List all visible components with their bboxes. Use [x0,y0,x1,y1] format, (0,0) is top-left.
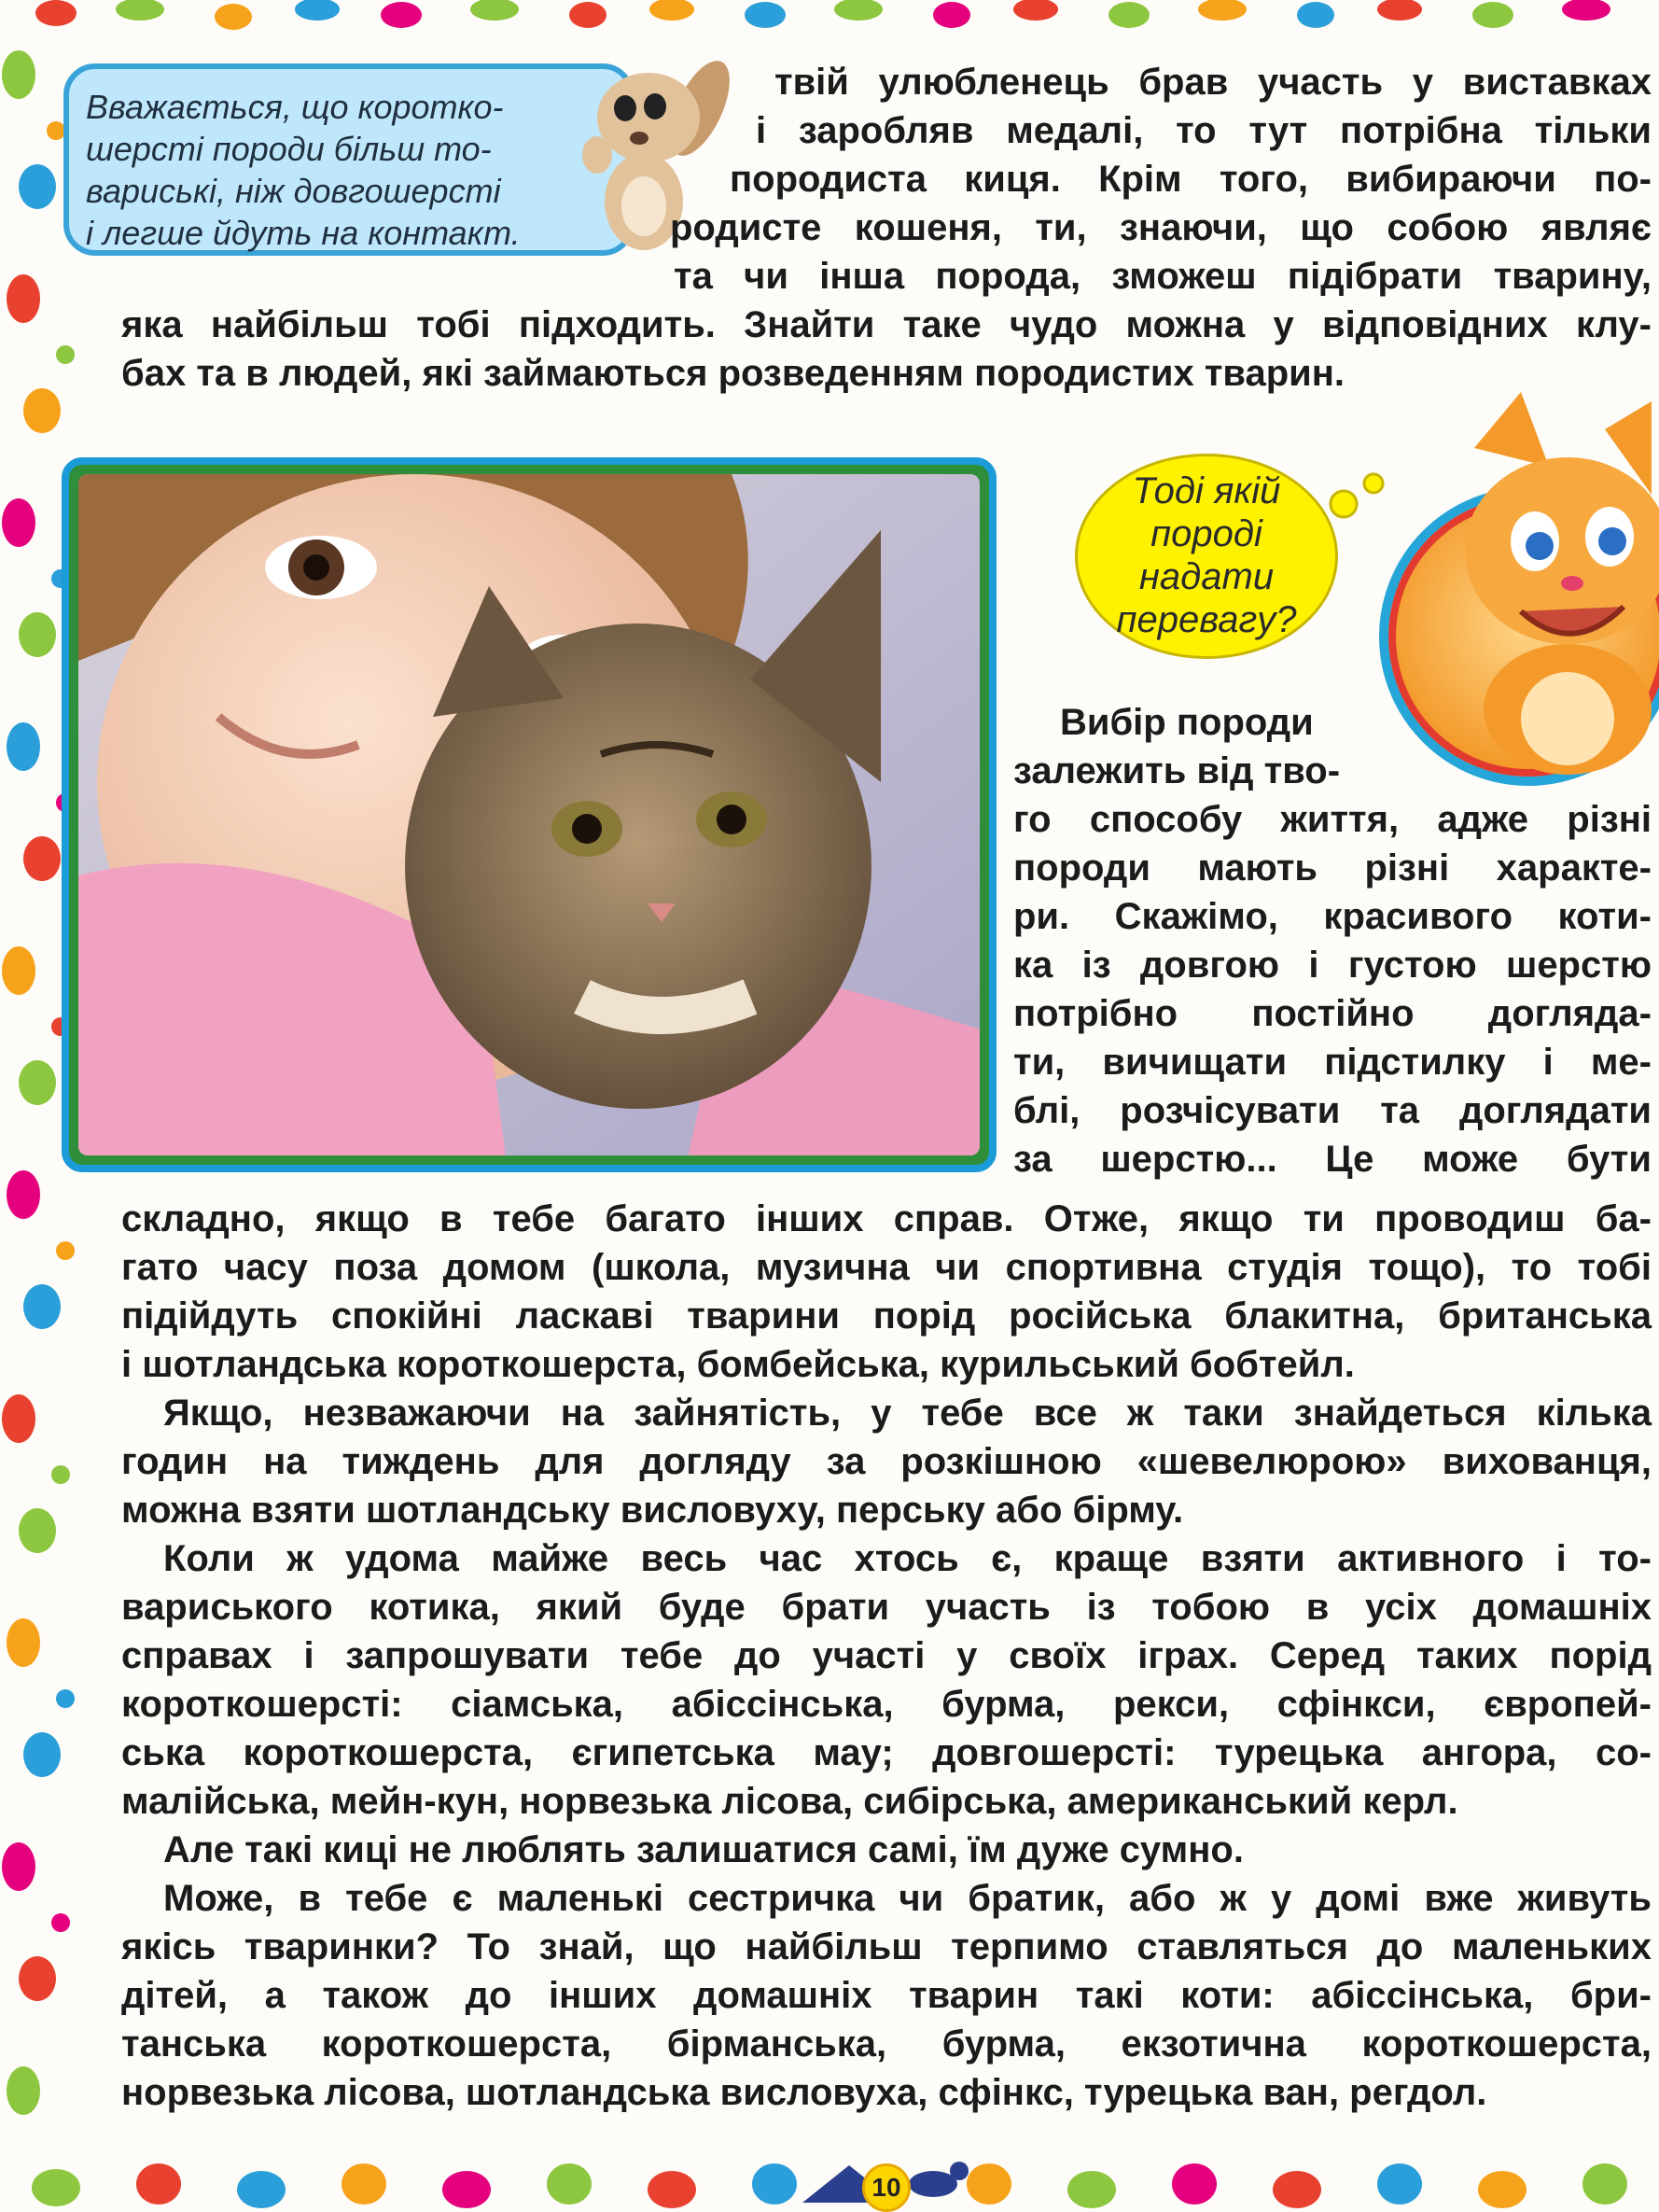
text-line: норвезька лісова, шотландська висловуха, сфінкс, турецька ван, регдол. [121,2072,1487,2113]
text-line: ська короткошерста, єгипетська мау; довгошерсті: турецька ангора, со- [121,1732,1652,1773]
text-line: твій улюбленець брав участь у виставках [774,62,1652,103]
text-line: короткошерсті: сіамська, абіссінська, бурма, рекси, сфінкси, європей- [121,1684,1652,1725]
bubble-line: надати [1138,556,1275,597]
text-line: Може, в тебе є маленькі сестричка чи братик, або ж у домі вже живуть [163,1878,1652,1919]
side-paragraph [1013,698,1652,1183]
text-line: залежить від тво- [1013,750,1341,791]
main-text [121,1195,1652,2117]
tip-line: шерсті породи більш то- [86,130,492,168]
text-line: гато часу поза домом (школа, музична чи спортивна студія тощо), то тобі [121,1247,1652,1288]
girl-with-kitten-image-icon [78,474,980,1155]
text-line: го способу життя, адже різні [1013,799,1652,840]
top-paragraph [0,58,1652,398]
text-line: вариського котика, який буде брати участь із тобою в усіх домашніх [121,1587,1652,1628]
text-line: родисте кошеня, ти, знаючи, що собою являє [670,207,1652,248]
text-line: ри. Скажімо, красивого коти- [1013,896,1652,937]
text-line: ка із довгою і густою шерстю [1013,945,1652,986]
text-line: малійська, мейн-кун, норвезька лісова, сибірська, американський керл. [121,1781,1458,1822]
text-line: дітей, а також до інших домашніх тварин такі коти: абіссінська, бри- [121,1975,1652,2016]
text-line: породиста киця. Крім того, вибираючи по- [730,159,1652,200]
paw-print-border-icon [0,0,1659,37]
thought-bubble [1075,454,1338,659]
text-line: якісь тваринки? То знай, що найбільш терпимо ставляться до маленьких [121,1926,1652,1967]
text-line: Якщо, незважаючи на зайнятість, у тебе все ж таки знайдеться кілька [163,1393,1652,1434]
bubble-line: Тоді якій [1132,470,1281,511]
text-line: за шерстю... Це може бути [1013,1139,1652,1180]
girl-with-kitten-photo [62,457,997,1172]
text-line: підійдуть спокійні ласкаві тварини порід російська блакитна, британська [121,1295,1652,1337]
text-line: Але такі киці не люблять залишатися самі, їм дуже сумно. [163,1829,1244,1870]
text-line: можна взяти шотландську висловуху, перську або бірму. [121,1490,1184,1531]
text-line: породи мають різні характе- [1013,847,1652,889]
text-line: і заробляв медалі, то тут потрібна тільки [756,110,1652,151]
text-line: і шотландська короткошерста, бомбейська, курильський бобтейл. [121,1344,1355,1385]
text-line: танська короткошерста, бірманська, бурма, екзотична короткошерста, [121,2023,1652,2065]
bubble-line: перевагу? [1116,599,1297,640]
tip-line: Вважається, що коротко- [86,88,504,126]
text-line: яка найбільш тобі підходить. Знайти таке чудо можна у відповідних клу- [121,304,1652,345]
text-line: блі, розчісувати та доглядати [1013,1090,1652,1131]
text-line: Коли ж удома майже весь час хтось є, краще взяти активного і то- [163,1538,1652,1579]
bubble-line: породі [1150,513,1262,554]
text-line: годин на тиждень для догляду за розкішною «шевелюрою» вихованця, [121,1441,1652,1482]
text-line: потрібно постійно догляда- [1013,993,1652,1034]
text-line: справах і запрошувати тебе до участі у своїх іграх. Серед таких порід [121,1635,1652,1676]
text-line: бах та в людей, які займаються розведенням породистих тварин. [121,353,1345,394]
page-number: 10 [862,2163,911,2212]
text-line: складно, якщо в тебе багато інших справ. Отже, якщо ти проводиш ба- [121,1198,1652,1239]
decorative-top-border [0,0,1659,37]
text-line: та чи інша порода, зможеш підібрати тварину, [674,256,1652,297]
tip-line: вариські, ніж довгошерсті [86,172,501,210]
text-line: ти, вичищати підстилку і ме- [1013,1042,1652,1083]
tip-line: і легше йдуть на контакт. [86,214,521,252]
text-line: Вибір породи [1060,702,1314,743]
